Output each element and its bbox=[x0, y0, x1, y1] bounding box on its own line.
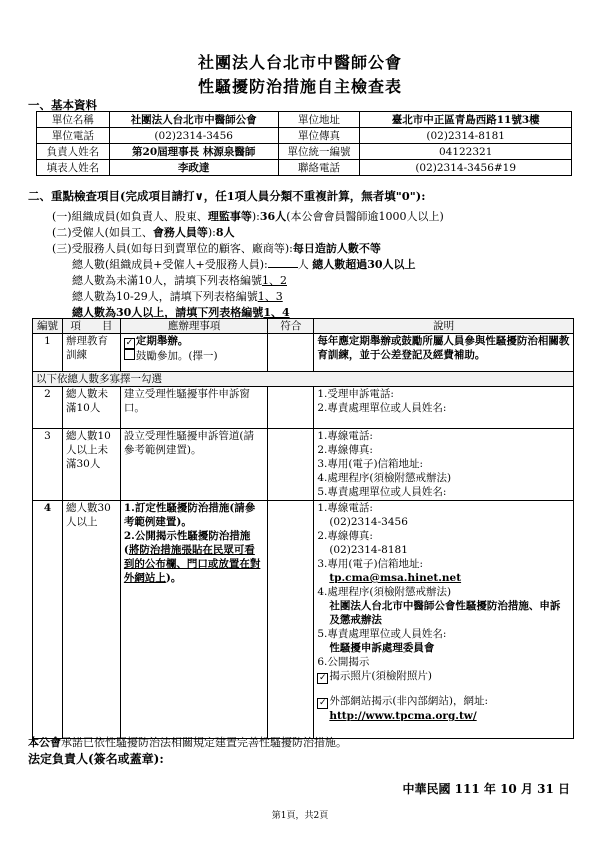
served-value: 每日造訪人數不等 bbox=[292, 242, 381, 255]
row4-photo-label: 揭示照片(須檢附照片) bbox=[329, 670, 433, 682]
total-blank bbox=[268, 257, 298, 268]
rule-under10-label: 總人數為未滿10人，請填下列表格編號 bbox=[72, 274, 262, 287]
header-todo: 應辦理事項 bbox=[120, 319, 268, 334]
row3-meet bbox=[268, 429, 314, 501]
value-responsible-person: 第20屆理事長 林源泉醫師 bbox=[109, 144, 278, 160]
total-value: 總人數超過30人以上 bbox=[312, 258, 416, 271]
checkbox-regular-training[interactable]: ✓ bbox=[125, 338, 134, 348]
row4-todo-2b: 將防治措施張貼在民眾可看到的公布欄、門口或放置在對外網站上 bbox=[123, 544, 261, 584]
row3-desc-4: 4.處理程序(須檢附懲戒辦法) bbox=[317, 472, 452, 484]
row1-todo bbox=[120, 334, 268, 372]
page-footer: 第1頁，共2頁 bbox=[271, 811, 329, 821]
row2-meet bbox=[268, 387, 314, 429]
date-line: 中華民國 111 年 10 月 31 日 bbox=[402, 782, 570, 796]
checkbox-photo[interactable]: ✓ bbox=[319, 673, 327, 683]
header-meet: 符合 bbox=[268, 319, 314, 334]
employees-label: (二)受僱人(如員工、 bbox=[52, 226, 153, 239]
row1-desc: 每年應定期舉辦或鼓勵所屬人員參與性騷擾防治相關教育訓練，並于公差登記及經費補助。 bbox=[314, 334, 574, 372]
row1-opt1 bbox=[124, 334, 265, 349]
checklist-table bbox=[32, 318, 574, 739]
org-members-colon: ): bbox=[251, 210, 260, 223]
rule-30plus-label: 總人數為30人以上，請填下列表格編號 bbox=[72, 306, 264, 319]
row2-todo: 建立受理性騷擾事件申訴窗口。 bbox=[120, 387, 268, 429]
row3-desc bbox=[314, 429, 574, 501]
row4-desc-4: 4.處理程序(須檢附懲戒辦法) bbox=[317, 586, 452, 598]
header-item: 項 目 bbox=[62, 319, 120, 334]
row2-desc-2: 2.專責處理單位或人員姓名: bbox=[317, 402, 447, 414]
row3-no: 3 bbox=[33, 429, 63, 501]
served-label: (三)受服務人員(如每日到賣單位的顧客、廠商等): bbox=[52, 242, 293, 255]
org-members-bold: 理監事等 bbox=[207, 210, 252, 223]
label-unit-name: 單位名稱 bbox=[37, 112, 110, 128]
row4-desc-6: 6.公開揭示 bbox=[317, 656, 370, 668]
row4-desc bbox=[314, 501, 574, 739]
row2-desc-1: 1.受理申訴電話: bbox=[317, 388, 394, 400]
value-tax-id: 04122321 bbox=[360, 144, 572, 160]
document-subtitle: 性騷擾防治措施自主檢查表 bbox=[197, 77, 402, 96]
row4-todo-2 bbox=[124, 529, 265, 585]
row3-desc-5: 5.專責處理單位或人員姓名: bbox=[317, 486, 447, 498]
row4-committee: 性騷擾申訴處理委員會 bbox=[329, 642, 435, 654]
row4-photo-option bbox=[317, 669, 570, 684]
total-unit: 人 bbox=[297, 258, 309, 271]
row4-email[interactable]: tp.cma@msa.hinet.net bbox=[329, 572, 462, 584]
basic-info-table bbox=[36, 111, 572, 176]
rule-10to29-nums: 1、3 bbox=[257, 290, 283, 303]
row1-opt2 bbox=[124, 349, 265, 363]
commitment-line bbox=[28, 734, 347, 750]
row3-desc-3: 3.專用(電子)信箱地址: bbox=[317, 458, 424, 470]
row3-desc-2: 2.專線傳真: bbox=[317, 444, 373, 456]
row4-fax: (02)2314-8181 bbox=[329, 544, 408, 556]
row4-todo-2c: )。 bbox=[165, 572, 182, 584]
total-line bbox=[72, 256, 416, 272]
employees-bold: 會務人員等 bbox=[152, 226, 208, 239]
row3-desc-1: 1.專線電話: bbox=[317, 430, 373, 442]
value-filler-name: 李政達 bbox=[109, 160, 278, 176]
row4-website-url[interactable]: http://www.tpcma.org.tw/ bbox=[329, 710, 477, 722]
rule-30plus-nums: 1、4 bbox=[263, 306, 290, 319]
row1-item: 辦理教育訓練 bbox=[62, 334, 120, 372]
org-members-note: (本公會會員醫師逾1000人以上) bbox=[286, 210, 444, 223]
employees-colon: ): bbox=[207, 226, 216, 239]
value-unit-address: 臺北市中正區青島西路11號3樓 bbox=[360, 112, 572, 128]
row4-todo-2a: 2.公開揭示性騷擾防治措施( bbox=[123, 530, 251, 556]
row2-desc bbox=[314, 387, 574, 429]
employees-line bbox=[52, 224, 235, 240]
row2-item: 總人數未滿10人 bbox=[62, 387, 120, 429]
row2-no: 2 bbox=[33, 387, 63, 429]
rule-10to29 bbox=[72, 288, 283, 304]
row4-website-label: 外部網站揭示(非內部網站)，網址: bbox=[329, 695, 489, 707]
checkbox-encourage-participation[interactable] bbox=[124, 349, 135, 360]
row4-phone: (02)2314-3456 bbox=[329, 516, 408, 528]
signature-label: 法定負責人(簽名或蓋章): bbox=[28, 752, 164, 766]
row4-todo bbox=[120, 501, 268, 739]
row4-desc-2: 2.專線傳真: bbox=[317, 530, 373, 542]
org-members-line bbox=[52, 208, 444, 224]
section2-heading: 二、重點檢查項目(完成項目請打∨，任1項人員分類不重複計算，無者填"0"): bbox=[28, 189, 426, 203]
rule-under10 bbox=[72, 272, 287, 288]
label-unit-fax: 單位傳真 bbox=[278, 128, 360, 144]
served-line bbox=[52, 240, 381, 256]
row4-item: 總人數30人以上 bbox=[62, 501, 120, 739]
value-unit-phone: (02)2314-3456 bbox=[109, 128, 278, 144]
row4-desc-5: 5.專責處理單位或人員姓名: bbox=[317, 628, 447, 640]
employees-count: 8人 bbox=[215, 226, 235, 239]
org-members-label: (一)組織成員(如負責人、股東、 bbox=[52, 210, 208, 223]
row3-item: 總人數10人以上未滿30人 bbox=[62, 429, 120, 501]
label-filler-name: 填表人姓名 bbox=[37, 160, 110, 176]
label-unit-address: 單位地址 bbox=[278, 112, 360, 128]
header-desc: 說明 bbox=[314, 319, 574, 334]
row1-meet bbox=[268, 334, 314, 372]
commitment-bold: 本公會 bbox=[28, 736, 61, 749]
label-responsible-person: 負責人姓名 bbox=[37, 144, 110, 160]
row4-todo-1: 1.訂定性騷擾防治措施(請參考範例建置)。 bbox=[123, 502, 256, 528]
row4-procedure: 社團法人台北市中醫師公會性騷擾防治措施、申訴及懲戒辦法 bbox=[329, 600, 561, 626]
section1-heading: 一、基本資料 bbox=[28, 98, 97, 112]
document-title: 社團法人台北市中醫師公會 bbox=[197, 53, 402, 72]
row4-desc-3: 3.專用(電子)信箱地址: bbox=[317, 558, 424, 570]
checkbox-website[interactable]: ✓ bbox=[319, 698, 327, 708]
row1-opt2-label: 鼓勵參加。(擇一) bbox=[135, 350, 218, 362]
row4-website-option bbox=[317, 694, 570, 709]
rule-under10-nums: 1、2 bbox=[262, 274, 287, 287]
label-tax-id: 單位統一編號 bbox=[278, 144, 360, 160]
row4-desc-1: 1.專線電話: bbox=[317, 502, 373, 514]
value-unit-fax: (02)2314-8181 bbox=[360, 128, 572, 144]
row3-todo: 設立受理性騷擾申訴管道(請參考範例建置)。 bbox=[120, 429, 268, 501]
label-unit-phone: 單位電話 bbox=[37, 128, 110, 144]
rule-10to29-label: 總人數為10-29人，請填下列表格編號 bbox=[72, 290, 258, 303]
group-label: 以下依總人數多寡擇一勾選 bbox=[33, 372, 574, 387]
commitment-text: 承諾已依性騷擾防治法相關規定建置完善性騷擾防治措施。 bbox=[61, 736, 347, 749]
row1-opt1-label: 定期舉辦。 bbox=[135, 335, 189, 347]
value-contact-phone: (02)2314-3456#19 bbox=[360, 160, 572, 176]
row4-no: 4 bbox=[33, 501, 63, 739]
header-no: 編號 bbox=[33, 319, 63, 334]
org-members-count: 36人 bbox=[259, 210, 287, 223]
row1-no: 1 bbox=[33, 334, 63, 372]
value-unit-name: 社團法人台北市中醫師公會 bbox=[109, 112, 278, 128]
row4-meet bbox=[268, 501, 314, 739]
label-contact-phone: 聯絡電話 bbox=[278, 160, 360, 176]
total-label: 總人數(組織成員+受僱人+受服務人員): bbox=[72, 258, 268, 271]
